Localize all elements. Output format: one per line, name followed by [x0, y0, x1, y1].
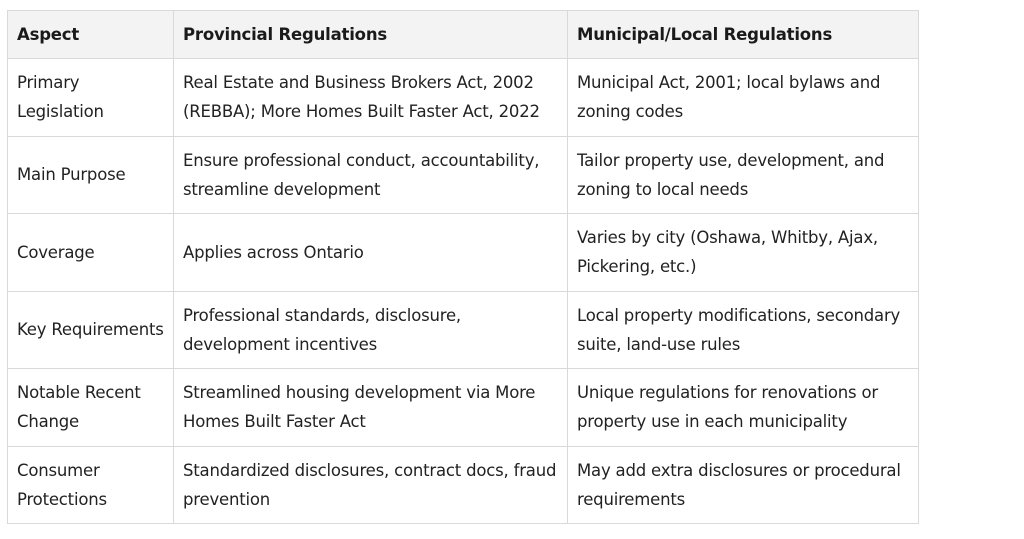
table-row [8, 446, 919, 524]
table-row [8, 214, 919, 292]
cell-municipal: Varies by city (Oshawa, Whitby, Ajax, Pickering, etc.) [568, 214, 919, 292]
cell-aspect: Main Purpose [8, 136, 174, 214]
comparison-table-container [7, 10, 919, 524]
cell-provincial: Ensure professional conduct, accountability, streamline development [174, 136, 568, 214]
cell-municipal: Local property modifications, secondary suite, land-use rules [568, 291, 919, 369]
cell-provincial: Standardized disclosures, contract docs, fraud prevention [174, 446, 568, 524]
header-municipal: Municipal/Local Regulations [568, 11, 919, 59]
cell-provincial: Streamlined housing development via More Homes Built Faster Act [174, 369, 568, 447]
cell-provincial: Applies across Ontario [174, 214, 568, 292]
cell-provincial: Professional standards, disclosure, development incentives [174, 291, 568, 369]
header-provincial: Provincial Regulations [174, 11, 568, 59]
table-row [8, 369, 919, 447]
regulations-comparison-table [7, 10, 919, 524]
cell-municipal: May add extra disclosures or procedural requirements [568, 446, 919, 524]
cell-municipal: Tailor property use, development, and zoning to local needs [568, 136, 919, 214]
table-row [8, 59, 919, 137]
header-aspect: Aspect [8, 11, 174, 59]
cell-aspect: Consumer Protections [8, 446, 174, 524]
table-row [8, 136, 919, 214]
cell-municipal: Unique regulations for renovations or property use in each municipality [568, 369, 919, 447]
cell-aspect: Coverage [8, 214, 174, 292]
cell-aspect: Key Requirements [8, 291, 174, 369]
table-row [8, 291, 919, 369]
cell-aspect: Primary Legislation [8, 59, 174, 137]
table-header-row [8, 11, 919, 59]
cell-provincial: Real Estate and Business Brokers Act, 2002 (REBBA); More Homes Built Faster Act, 2022 [174, 59, 568, 137]
cell-municipal: Municipal Act, 2001; local bylaws and zoning codes [568, 59, 919, 137]
cell-aspect: Notable Recent Change [8, 369, 174, 447]
